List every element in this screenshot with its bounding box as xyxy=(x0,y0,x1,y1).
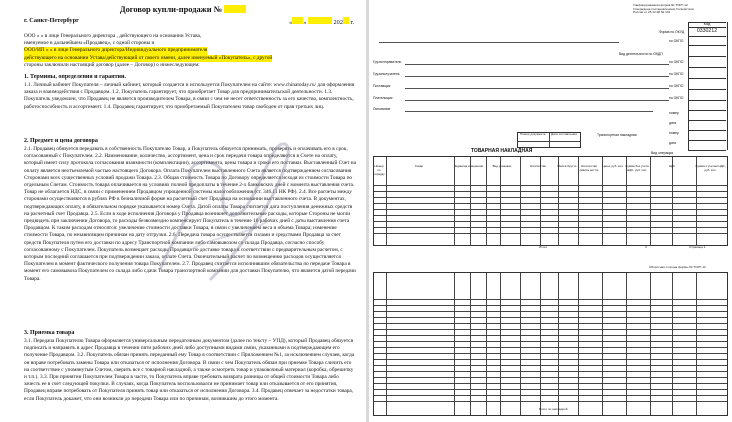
grid-line xyxy=(374,377,727,378)
col-header: Номер по порядку xyxy=(373,164,385,176)
grid-line xyxy=(696,273,697,415)
grid-line xyxy=(520,273,521,415)
rule xyxy=(405,88,669,89)
okpo-label: по ОКПО xyxy=(669,39,684,43)
code-cell xyxy=(688,45,726,46)
grid-line xyxy=(374,209,727,210)
contract-city: г. Санкт-Петербург xyxy=(24,17,79,24)
grid-line xyxy=(374,203,727,204)
preamble-line: ООО « » в лице Генерального директора , действующего на основании Устава, xyxy=(24,33,202,39)
form-header-line: Утверждена постановлением Госкомстата xyxy=(633,6,694,11)
grid-line xyxy=(374,305,727,306)
preamble-line xyxy=(24,47,356,54)
grid-line xyxy=(374,317,727,318)
grid-line xyxy=(470,157,471,245)
contract-preamble xyxy=(24,33,356,69)
grid-line xyxy=(374,401,727,402)
col-header: Количество xyxy=(529,164,547,168)
code-cell xyxy=(688,56,726,57)
grid-line xyxy=(374,371,727,372)
grand-total-label: Всего по накладной xyxy=(539,407,568,411)
grid-line xyxy=(374,215,727,216)
date-year-highlight xyxy=(343,17,349,24)
field-label: Грузополучатель xyxy=(373,72,400,76)
side-label: дата xyxy=(669,141,677,145)
code-cell xyxy=(688,150,726,151)
grid-line xyxy=(374,395,727,396)
grid-line xyxy=(602,273,603,415)
grid-line xyxy=(486,273,487,415)
section-1-title: 1. Термины, определения и гарантии. xyxy=(24,74,126,80)
grid-line xyxy=(374,383,727,384)
side-label: номер xyxy=(669,111,679,115)
signature-scribble xyxy=(130,120,310,290)
transport-label: Транспортная накладная xyxy=(597,133,637,137)
grid-line xyxy=(374,389,727,390)
preamble-line: стороны заключили настоящий договор (далее – Договор) о нижеследующем: xyxy=(24,61,200,68)
grid-line xyxy=(540,157,541,245)
section-3-title: 3. Приемка товара xyxy=(24,330,75,336)
date-month-highlight xyxy=(308,17,332,24)
total-label: Итого xyxy=(539,245,548,249)
grid-line xyxy=(626,273,627,415)
date-suffix: г. xyxy=(350,19,354,26)
buyer-highlight: ООО/ИП « » в лице Генерального директора/Индивидуального предпринимателя xyxy=(24,47,208,54)
field-label: Плательщик xyxy=(373,96,393,100)
contract-title xyxy=(0,5,366,14)
grid-line xyxy=(374,197,727,198)
preamble-line xyxy=(24,55,356,62)
code-cell xyxy=(688,120,726,121)
date-year: 202 xyxy=(333,19,343,26)
okud-code: 0330212 xyxy=(696,28,718,34)
okud-label: Форма по ОКУД xyxy=(659,30,685,34)
rule xyxy=(405,64,669,65)
col-header: Вид упаковки xyxy=(492,164,512,168)
field-label: Грузоотправитель xyxy=(373,60,402,64)
grid-line xyxy=(672,273,673,415)
grid-line xyxy=(374,347,727,348)
contract-number-highlight xyxy=(224,5,246,13)
okpo-label: по ОКПО xyxy=(669,60,684,64)
okpo-label: по ОКПО xyxy=(669,84,684,88)
grid-line xyxy=(374,365,727,366)
section-3-text: 3.1. Передача Покупателю Товара оформляется универсальным передаточным документом (далее по тексту – УПД), который Продавец обязуется подписать и направить в адрес Продавца в течении пяти рабочих дней либо доступными видами связи, указанными в подтверждающем его получение Продавцом. 3.2. Покупатель обязан принять переданный ему Товар в соответствии с Приложением №1, за исключением случаев, когда он вправе потребовать замены Товара или отказаться от исполнения Договора. В связи с чем Покупатель обязан при приемке Товара сличить его на соответствие с упомянутым Счетом, сверить все с товарной накладной, а также осмотреть товар и упаковочный материал (коробка, обрешетку и т.п.). 3.3. При принятии Покупателем Товара в части, то Покупатель вправе требовать возврата разницы от общей стоимости Товара либо зачесть ее в счет следующей покупки. В случаях, когда Покупатель воспользовался не принимает товар или отказывается от его принятия, Продавец вправе потребовать от Покупателя принять товар или отказаться от исполнения Договора. 3.4. Продавец отвечает за недостатки товара, если Покупатель докажет, что они возникли до передачи Товара или по причинам, возникшим до этого момента. xyxy=(24,338,355,402)
rule xyxy=(405,100,669,101)
code-cell xyxy=(688,78,726,79)
grid-line xyxy=(578,273,579,415)
grid-line xyxy=(374,335,727,336)
contract-date xyxy=(289,17,354,26)
operation-label: Вид операции xyxy=(651,151,674,155)
col-header: Сумма с учетом НДС, руб. коп. xyxy=(695,164,726,172)
date-quote-close: » xyxy=(303,19,307,26)
code-cell xyxy=(688,130,726,131)
grid-line xyxy=(500,273,501,415)
grid-line xyxy=(374,191,727,192)
form-header-line: России от 25.12.98 № 132 xyxy=(633,10,671,15)
continuation-header: Оборотная сторона формы № ТОРГ-12 xyxy=(649,265,706,269)
page-note: Страница 1 xyxy=(689,245,706,249)
col-header: НДС xyxy=(668,164,676,168)
contract-title-text: Договор купли-продажи № xyxy=(119,5,223,14)
rule xyxy=(405,111,653,112)
waybill-title: ТОВАРНАЯ НАКЛАДНАЯ xyxy=(471,148,533,154)
grid-line xyxy=(470,273,471,415)
grid-line xyxy=(386,273,387,415)
grid-line xyxy=(374,299,727,300)
grid-line xyxy=(558,157,559,245)
waybill-page xyxy=(369,0,732,422)
rule xyxy=(379,42,619,43)
preamble-line: именуемое в дальнейшем «Продавец», с одной стороны и xyxy=(24,40,155,47)
grid-line xyxy=(374,329,727,330)
col-header: Сумма без учета НДС, руб. коп. xyxy=(625,164,649,172)
code-cell xyxy=(688,36,726,37)
date-day-highlight xyxy=(292,17,303,24)
grid-line xyxy=(374,353,727,354)
grid-line xyxy=(602,157,603,245)
code-label: Код xyxy=(703,21,711,26)
grid-line xyxy=(486,157,487,245)
form-header-line: Унифицированная форма № ТОРГ-12 xyxy=(633,3,688,7)
col-header: Масса брутто xyxy=(557,164,577,168)
grid-line xyxy=(374,341,727,342)
grid-line xyxy=(454,157,455,245)
grid-line xyxy=(650,273,651,415)
grid-line xyxy=(672,157,673,245)
doc-date-label: Дата составления xyxy=(551,132,577,136)
grid-line xyxy=(454,273,455,415)
grid-line xyxy=(374,227,727,228)
code-cell xyxy=(688,140,726,141)
items-table-continued xyxy=(373,272,728,416)
grid-line xyxy=(520,157,521,245)
code-cell xyxy=(688,89,726,90)
grid-line xyxy=(374,311,727,312)
field-label: Поставщик xyxy=(373,84,391,88)
buyer-basis-highlight: действующего на основании Устава/действующий от своего имени, далее именуемый «Покупатель», с другой xyxy=(24,54,273,61)
okpo-label: по ОКПО xyxy=(669,72,684,76)
section-1-text: 1.1. Личный кабинет Покупателя – личный кабинет, который создается и используется Покупателем на сайте: www.chinatoday.ru/ для оформления заказа и взаимодействия с Продавцом. 1.2. Покупатель гарантирует, что приобретает Товар для предпринимательской деятельности. 1.3. Покупатель уведомлен, что Продавец не является производителем Товара, в связи с чем не несет ответственность за его качество, комплектность, работоспособность и ассортимент. 1.4. Продавец гарантирует, что приобретаемый Покупателем товар свободен от прав третьих лиц. xyxy=(24,82,355,110)
doc-number-label: Номер документа xyxy=(520,132,546,136)
activity-label: Вид деятельности по ОКДП xyxy=(619,52,663,56)
grid-line xyxy=(374,359,727,360)
grid-line xyxy=(549,133,550,147)
grid-line xyxy=(500,157,501,245)
date-quote-open: « xyxy=(289,19,293,26)
form-header xyxy=(633,4,694,15)
total-x: X xyxy=(645,245,648,249)
col-header: Цена, руб. коп. xyxy=(602,164,624,168)
grid-line xyxy=(374,221,727,222)
code-cell xyxy=(688,100,726,101)
code-cell xyxy=(688,67,726,68)
grid-line xyxy=(558,273,559,415)
rule xyxy=(405,76,669,77)
col-header: Количество (масса нетто) xyxy=(579,164,599,172)
grid-line xyxy=(540,273,541,415)
section-2-text: 2.1. Продавец обязуется передавать в собственность Покупателю Товар, а Покупатель обязуется принимать, проверять и оплачивать его в срок, согласованный с Покупателем. 2.2. Наименование, количество, ассортимент, цена и срок передачи товара определяются в Счете на оплату, который имеет силу протокола согласования взаимности (комплектации), ассортимента, цены товара и сроки его поставки. Выставленный Счет на оплату является неотъемлемой частью настоящего Договора. Оплата Покупателем выставленного Счета является подтверждением согласования Сторонами всех существенных условий продажи Товара. 2.3. Общая стоимость Товара по Договору определяется исходя из стоимости Товара по отдельным Счетам. Стоимость товара оплачивается на условиях полной предоплаты в течение 2-х банковских дней с момента выставления счета. Товар не облагается НДС, в связи с применением Продавцом упрощенной системы налогообложения (ст. 346.11 НК РФ). 2.4. Все расчеты между сторонами осуществляются в рублях РФ в безналичной форме на расчетный счет Продавца на основании выставленного счета. В документах, подтверждающих оплату, в обязательном порядке указывается номер Счета. Датой оплаты Товара считается дата поступления денежных средств на расчетный счет Продавца. 2.5. Если в ходе исполнения Договора у Продавца возникнет дополнительные расходы, которые Стороны не могли предвидеть при заключении Договора, то расходы безвозмездно компенсирует Покупатель в течение 10 рабочих дней с даты выставления счета Продавцом. К таким расходам относятся: увеличение стоимости доставки Товара, в связи с увеличением веса и объема Товара; изменение стоимости Товара, по независящим причинам на дату отгрузки. 2.6. Передача товара осуществляется силами и средствами Продавца за счет средств Покупателя путем его доставки по адресу Транспортной компании либо самовывозом со склада Продавца, согласно способу согласованному с Покупателем. Покупатель возмещает расходы Продавца по доставке товара в соответствии с предварительным расчетом, с которым последний соглашается при подтверждении заказа, оплате Счета. Окончательный расчет по возмещению расходов осуществляется Покупателем в момент фактического получения товара Покупателем. 2.7. Продавец считается исполнившим обязательства по передаче Товара в момент его самовывоза Покупателем со склада либо сдачи Товара транспортной компании для доставки Покупателю, что является датой передачи Товара. xyxy=(24,146,356,282)
col-header: Товар xyxy=(414,164,424,168)
side-label: дата xyxy=(669,121,677,125)
grid-line xyxy=(650,157,651,245)
code-cell xyxy=(688,110,726,111)
section-2-title: 2. Предмет и цена договора xyxy=(24,138,98,144)
side-label: номер xyxy=(669,131,679,135)
grid-line xyxy=(374,185,727,186)
items-table xyxy=(373,156,728,246)
grid-line xyxy=(518,141,580,142)
grid-line xyxy=(374,323,727,324)
okpo-label: по ОКПО xyxy=(669,96,684,100)
grid-line xyxy=(386,157,387,245)
grid-line xyxy=(374,233,727,234)
col-header: Единица измерения xyxy=(454,164,484,168)
field-label: Основание xyxy=(373,107,391,111)
